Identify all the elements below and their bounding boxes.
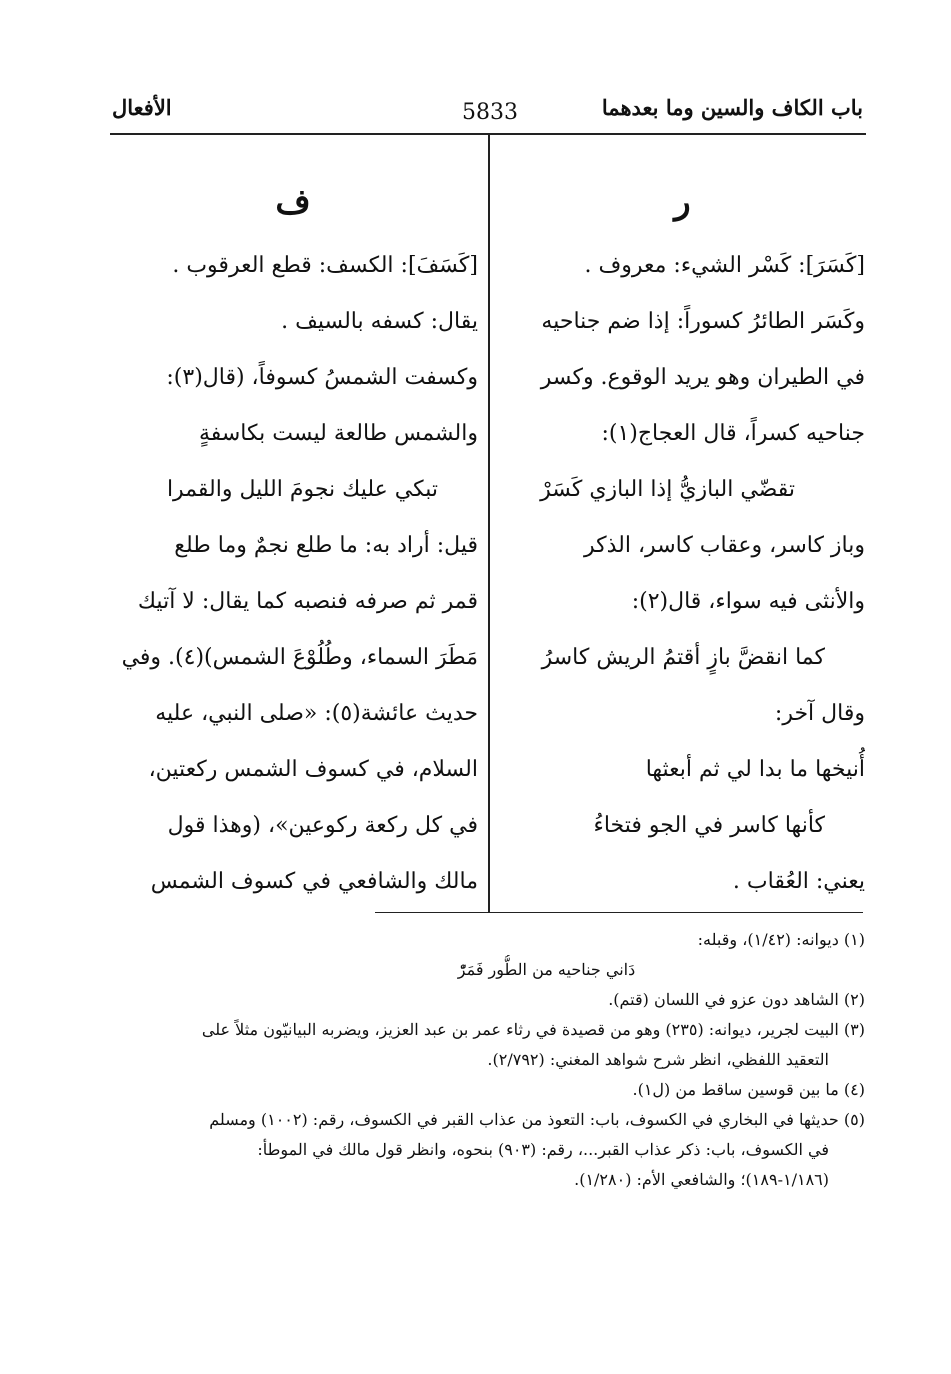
- entry-line: [كَسَفَ]: الكسف: قطع العرقوب .: [172, 253, 478, 278]
- verse-line: كأنها كاسر في الجو فتخاءُ: [593, 813, 825, 838]
- footnotes: [108, 925, 865, 1195]
- footnote-line: التعقيد اللفظي، انظر شرح شواهد المغني: (٢/٧٩٢).: [487, 1050, 829, 1069]
- entry-line: السلام، في كسوف الشمس ركعتين،: [148, 757, 478, 782]
- left-column-letter-heading: ف: [275, 182, 311, 222]
- footnote-line: (٥) حديثها في البخاري في الكسوف، باب: التعوذ من عذاب القبر في الكسوف، رقم: (١٠٠٢) ومسلم: [209, 1110, 865, 1129]
- entry-line: [كَسَرَ]: كَسْر الشيء: معروف .: [584, 253, 865, 278]
- entry-line: حديث عائشة(٥): «صلى النبي، عليه: [155, 701, 478, 726]
- entry-line: مالك والشافعي في كسوف الشمس: [150, 869, 478, 894]
- running-head-section: الأفعال: [112, 95, 172, 120]
- entry-line: وكسفت الشمسُ كسوفاً، (قال(٣):: [166, 365, 478, 390]
- verse-line: أُنيخها ما بدا لي ثم أبعثها: [645, 757, 865, 782]
- page-number: 5833: [462, 100, 518, 125]
- footnote-line: (١) ديوانه: (١/٤٢)، وقبله:: [697, 930, 865, 949]
- entry-line: وكَسَر الطائرُ كسوراً: إذا ضم جناحيه: [541, 309, 865, 334]
- entry-line: والأنثى فيه سواء، قال(٢):: [631, 589, 865, 614]
- footnote-line: في الكسوف، باب: ذكر عذاب القبر...، رقم: (٩٠٣) بنحوه، وانظر قول مالك في الموطأ:: [257, 1140, 829, 1159]
- entry-line: مَطَرَ السماء، وطُلُوْعَ الشمس)(٤). وفي: [121, 645, 478, 670]
- entry-line: قمر ثم صرفه فنصبه كما يقال: لا آتيك: [137, 589, 478, 614]
- entry-line: يعني: العُقاب .: [732, 869, 865, 894]
- verse-line: كما انقضَّ بازٍ أقتمُ الريش كاسرُ: [541, 645, 825, 670]
- entry-line: في كل ركعة ركوعين»، (وهذا قول: [167, 813, 478, 838]
- entry-line: في الطيران وهو يريد الوقوع. وكسر: [540, 365, 865, 390]
- left-column: [108, 178, 478, 910]
- right-column: [500, 178, 865, 910]
- entry-line: وقال آخر:: [774, 701, 865, 726]
- footnote-line: (١/١٨٦-١٨٩)؛ والشافعي الأم: (١/٢٨٠).: [574, 1170, 829, 1189]
- verse-line: تبكي عليك نجومَ الليل والقمرا: [166, 477, 438, 502]
- entry-line: جناحيه كسراً، قال العجاج(١):: [601, 421, 865, 446]
- verse-line: والشمس طالعة ليست بكاسفةٍ: [198, 421, 478, 446]
- entry-line: يقال: كسفه بالسيف .: [281, 309, 478, 334]
- right-column-letter-heading: ر: [674, 182, 691, 222]
- footnote-verse: دَاني جناحيه من الطُّور فَمَرّْ: [457, 960, 636, 979]
- entry-line: وباز كاسر، وعقاب كاسر، الذكر: [583, 533, 865, 558]
- column-divider: [488, 135, 490, 913]
- footnote-line: (٤) ما بين قوسين ساقط من (ل١).: [632, 1080, 865, 1099]
- running-head-chapter: باب الكاف والسين وما بعدهما: [601, 95, 863, 120]
- entry-line: قيل: أراد به: ما طلع نجمٌ وما طلع: [174, 533, 478, 558]
- verse-line: تقضّي البازيُّ إذا البازي كَسَرْ: [540, 477, 795, 502]
- footnote-line: (٣) البيت لجرير، ديوانه: (٢٣٥) وهو من قصيدة في رثاء عمر بن عبد العزيز، ويضربه البيانيّون مثلاً على: [201, 1020, 865, 1039]
- footnote-line: (٢) الشاهد دون عزو في اللسان (قتم).: [608, 990, 865, 1009]
- footnote-rule: [375, 912, 863, 913]
